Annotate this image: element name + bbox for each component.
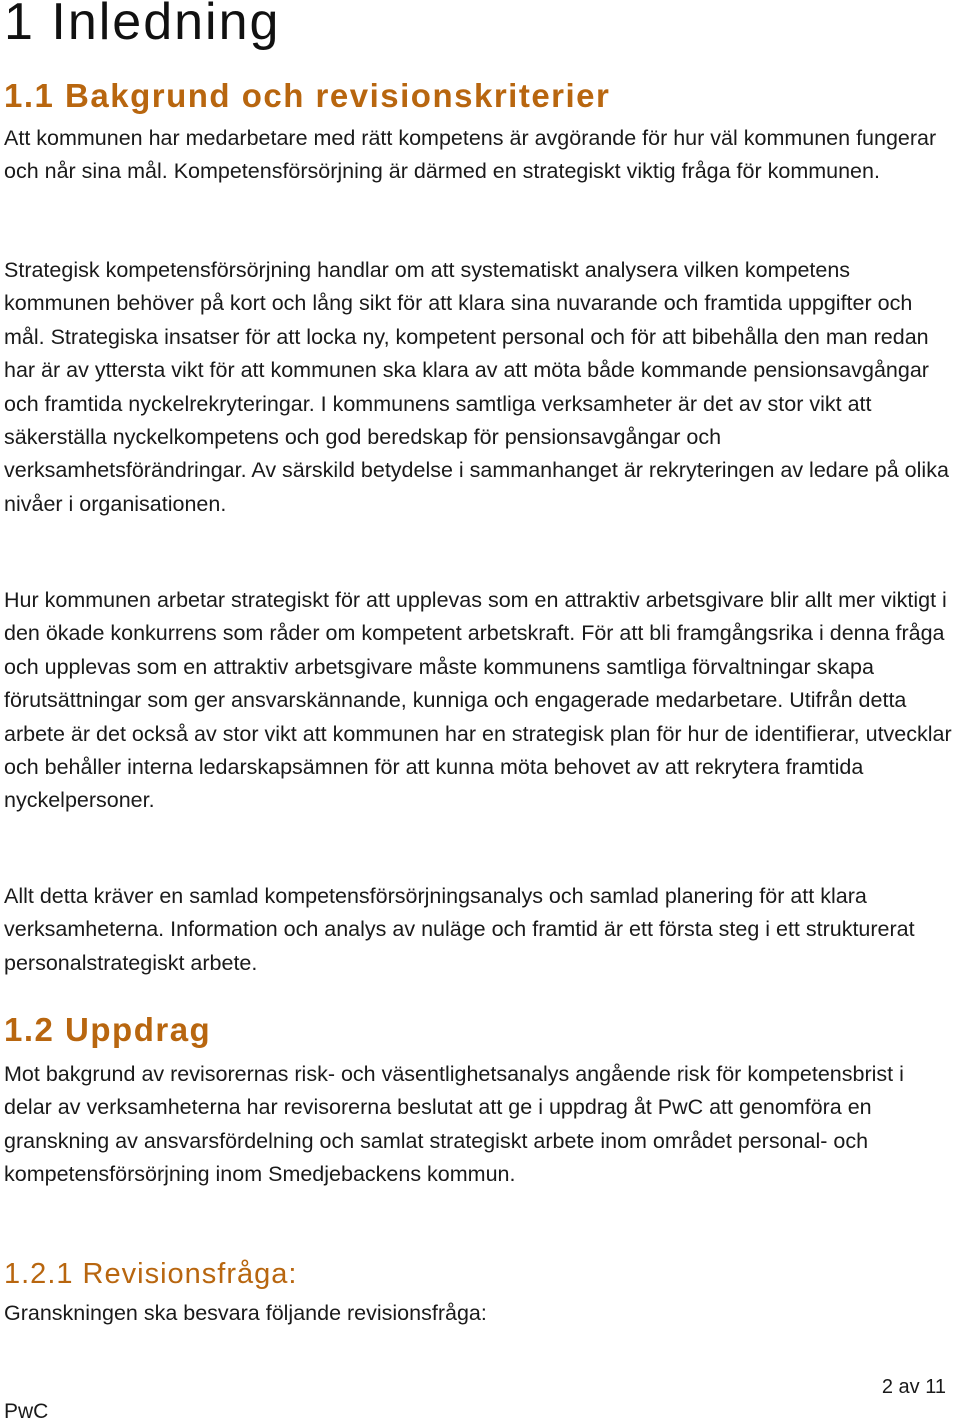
paragraph-bakgrund-1: Att kommunen har medarbetare med rätt kompetens är avgörande för hur väl kommunen fungerar och når sina mål. Kompetensförsörjning är därmed en strategiskt viktig fråga för kommunen. [4,126,937,184]
section-heading-bakgrund: 1.1 Bakgrund och revisionskriterier [4,77,611,114]
paragraph-bakgrund-4: Allt detta kräver en samlad kompetensförsörjningsanalys och samlad planering för att klara verksamheterna. Information och analys av nuläge och framtid är ett första steg i ett strukturerat personalstrategiskt arbete. [4,884,915,975]
footer-brand: PwC [4,1400,49,1423]
page-number: 2 av 11 [881,1376,946,1398]
subsection-heading-revisionsfraga: 1.2.1 Revisionsfråga: [4,1258,298,1290]
paragraph-revisionsfraga: Granskningen ska besvara följande revisionsfråga: [4,1301,487,1325]
paragraph-uppdrag: Mot bakgrund av revisorernas risk- och väsentlighetsanalys angående risk för kompetensbrist i delar av verksamheterna har revisorerna beslutat att ge i uppdrag åt PwC att genomföra en granskning av ansvarsfördelning och samlat strategiskt arbete inom området personal- och kompetensförsörjning inom Smedjebackens kommun. [4,1062,904,1187]
chapter-title: 1 Inledning [4,0,281,51]
section-heading-uppdrag: 1.2 Uppdrag [4,1011,212,1048]
paragraph-bakgrund-3: Hur kommunen arbetar strategiskt för att upplevas som en attraktiv arbetsgivare blir allt mer viktigt i den ökade konkurrens som råder om kompetent arbetskraft. För att bli framgångsrika i denna fråga och upplevas som en attraktiv arbetsgivare måste kommunens samtliga förvaltningar skapa förutsättningar som ger ansvarskännande, kunniga och engagerade medarbetare. Utifrån detta arbete är det också av stor vikt att kommunen har en strategisk plan för hur de identifierar, utvecklar och behåller interna ledarskapsämnen för att kunna möta behovet av att rekrytera framtida nyckelpersoner. [4,588,952,813]
paragraph-bakgrund-2: Strategisk kompetensförsörjning handlar om att systematiskt analysera vilken kompetens kommunen behöver på kort och lång sikt för att klara sina nuvarande och framtida uppgifter och mål. Strategiska insatser för att locka ny, kompetent personal och för att bibehålla den man redan har är av yttersta vikt för att kommunen ska klara av att möta både kommande pensionsavgångar och framtida nyckelrekryteringar. I kommunens samtliga verksamheter är det av stor vikt att säkerställa nyckelkompetens och god beredskap för pensionsavgångar och verksamhetsförändringar. Av särskild betydelse i sammanhanget är rekryteringen av ledare på olika nivåer i organisationen. [4,258,949,516]
